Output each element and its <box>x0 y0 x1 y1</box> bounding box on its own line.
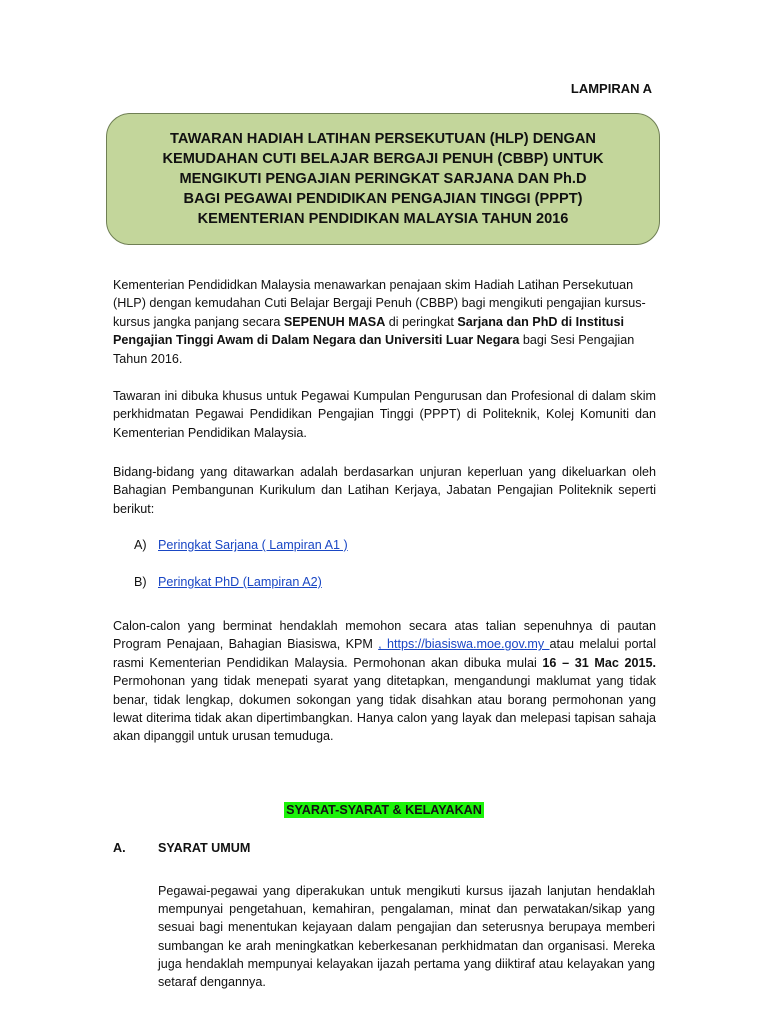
eligibility-paragraph: Tawaran ini dibuka khusus untuk Pegawai Kumpulan Pengurusan dan Profesional di dalam skim perkhidmatan Pegawai Pendidikan Pengajian Tinggi (PPPT) di Politeknik, Kolej Komuniti dan Kementerian Pendidikan Malaysia. <box>113 389 656 440</box>
application-paragraph <box>113 617 656 746</box>
subsection-number: A. <box>113 841 126 855</box>
intro-bold-level: Sarjana dan PhD di Institusi Pengajian Tinggi Awam di Dalam Negara dan Universiti Luar Negara <box>113 314 624 348</box>
application-text: atau melalui portal rasmi Kementerian Pendidikan Malaysia. Permohonan akan dibuka mulai <box>113 637 656 670</box>
lampiran-a2-link[interactable]: Peringkat PhD (Lampiran A2) <box>158 575 322 589</box>
fields-paragraph: Bidang-bidang yang ditawarkan adalah berdasarkan unjuran keperluan yang dikeluarkan oleh Bahagian Pembangunan Kurikulum dan Latihan Kerjaya, Jabatan Pengajian Politeknik seperti berikut: <box>113 465 656 516</box>
biasiswa-link[interactable]: , https://biasiswa.moe.gov.my <box>378 637 550 652</box>
application-text: Calon-calon yang berminat hendaklah memohon secara atas talian sepenuhnya di pautan Program Penajaan, Bahagian Biasiswa, KPM <box>113 619 656 652</box>
title-line: KEMENTERIAN PENDIDIKAN MALAYSIA TAHUN 2016 <box>197 211 569 227</box>
list-item <box>134 536 348 554</box>
annex-label: LAMPIRAN A <box>570 81 652 96</box>
title-line: BAGI PEGAWAI PENDIDIKAN PENGAJIAN TINGGI (PPPT) <box>183 191 583 207</box>
section-heading-text: SYARAT-SYARAT & KELAYAKAN <box>286 803 482 817</box>
section-heading <box>0 801 768 819</box>
intro-text: bagi Sesi Pengajian Tahun 2016. <box>113 333 635 366</box>
intro-paragraph <box>113 276 656 368</box>
intro-text: Kementerian Pendididkan Malaysia menawarkan penajaan skim Hadiah Latihan Persekutuan (HLP) dengan kemudahan Cuti Belajar Bergaji Penuh (CBBP) bagi mengikuti pengajian kursus-kursus jangka panjang secara <box>113 278 646 329</box>
intro-text: di peringkat <box>385 314 458 329</box>
list-item-letter: B) <box>134 575 147 589</box>
application-date: 16 – 31 Mac 2015. <box>542 655 656 670</box>
lampiran-a1-link[interactable]: Peringkat Sarjana ( Lampiran A1 ) <box>158 538 348 552</box>
title-line: KEMUDAHAN CUTI BELAJAR BERGAJI PENUH (CBBP) UNTUK <box>162 151 604 167</box>
application-text: Permohonan yang tidak menepati syarat yang ditetapkan, mengandungi maklumat yang tidak benar, tidak lengkap, dokumen sokongan yang tidak disahkan atau borang permohonan yang lewat diterima tidak akan dipertimbangkan. Hanya calon yang layak dan melepasi tapisan sahaja akan dipanggil untuk urusan temuduga. <box>113 674 656 744</box>
list-item <box>134 573 322 591</box>
list-item-letter: A) <box>134 538 147 552</box>
title-line: MENGIKUTI PENGAJIAN PERINGKAT SARJANA DAN Ph.D <box>179 171 587 187</box>
document-title <box>146 129 619 229</box>
general-requirements-paragraph: Pegawai-pegawai yang diperakukan untuk mengikuti kursus ijazah lanjutan hendaklah mempunyai pengetahuan, kemahiran, pengalaman, minat dan perwatakan/sikap yang sesuai bagi menentukan kejayaan dalam pengajian dan seterusnya berupaya memberi sumbangan ke arah meningkatkan keberkesanan perkhidmatan dan organisasi. Mereka juga hendaklah mempunyai kelayakan ijazah pertama yang diiktiraf atau kelayakan yang setaraf dengannya. <box>158 884 655 990</box>
intro-bold-mode: SEPENUH MASA <box>283 314 386 329</box>
title-box <box>106 113 660 245</box>
subsection-heading <box>113 839 250 857</box>
subsection-title: SYARAT UMUM <box>158 841 251 855</box>
title-line: TAWARAN HADIAH LATIHAN PERSEKUTUAN (HLP) DENGAN <box>170 131 596 147</box>
